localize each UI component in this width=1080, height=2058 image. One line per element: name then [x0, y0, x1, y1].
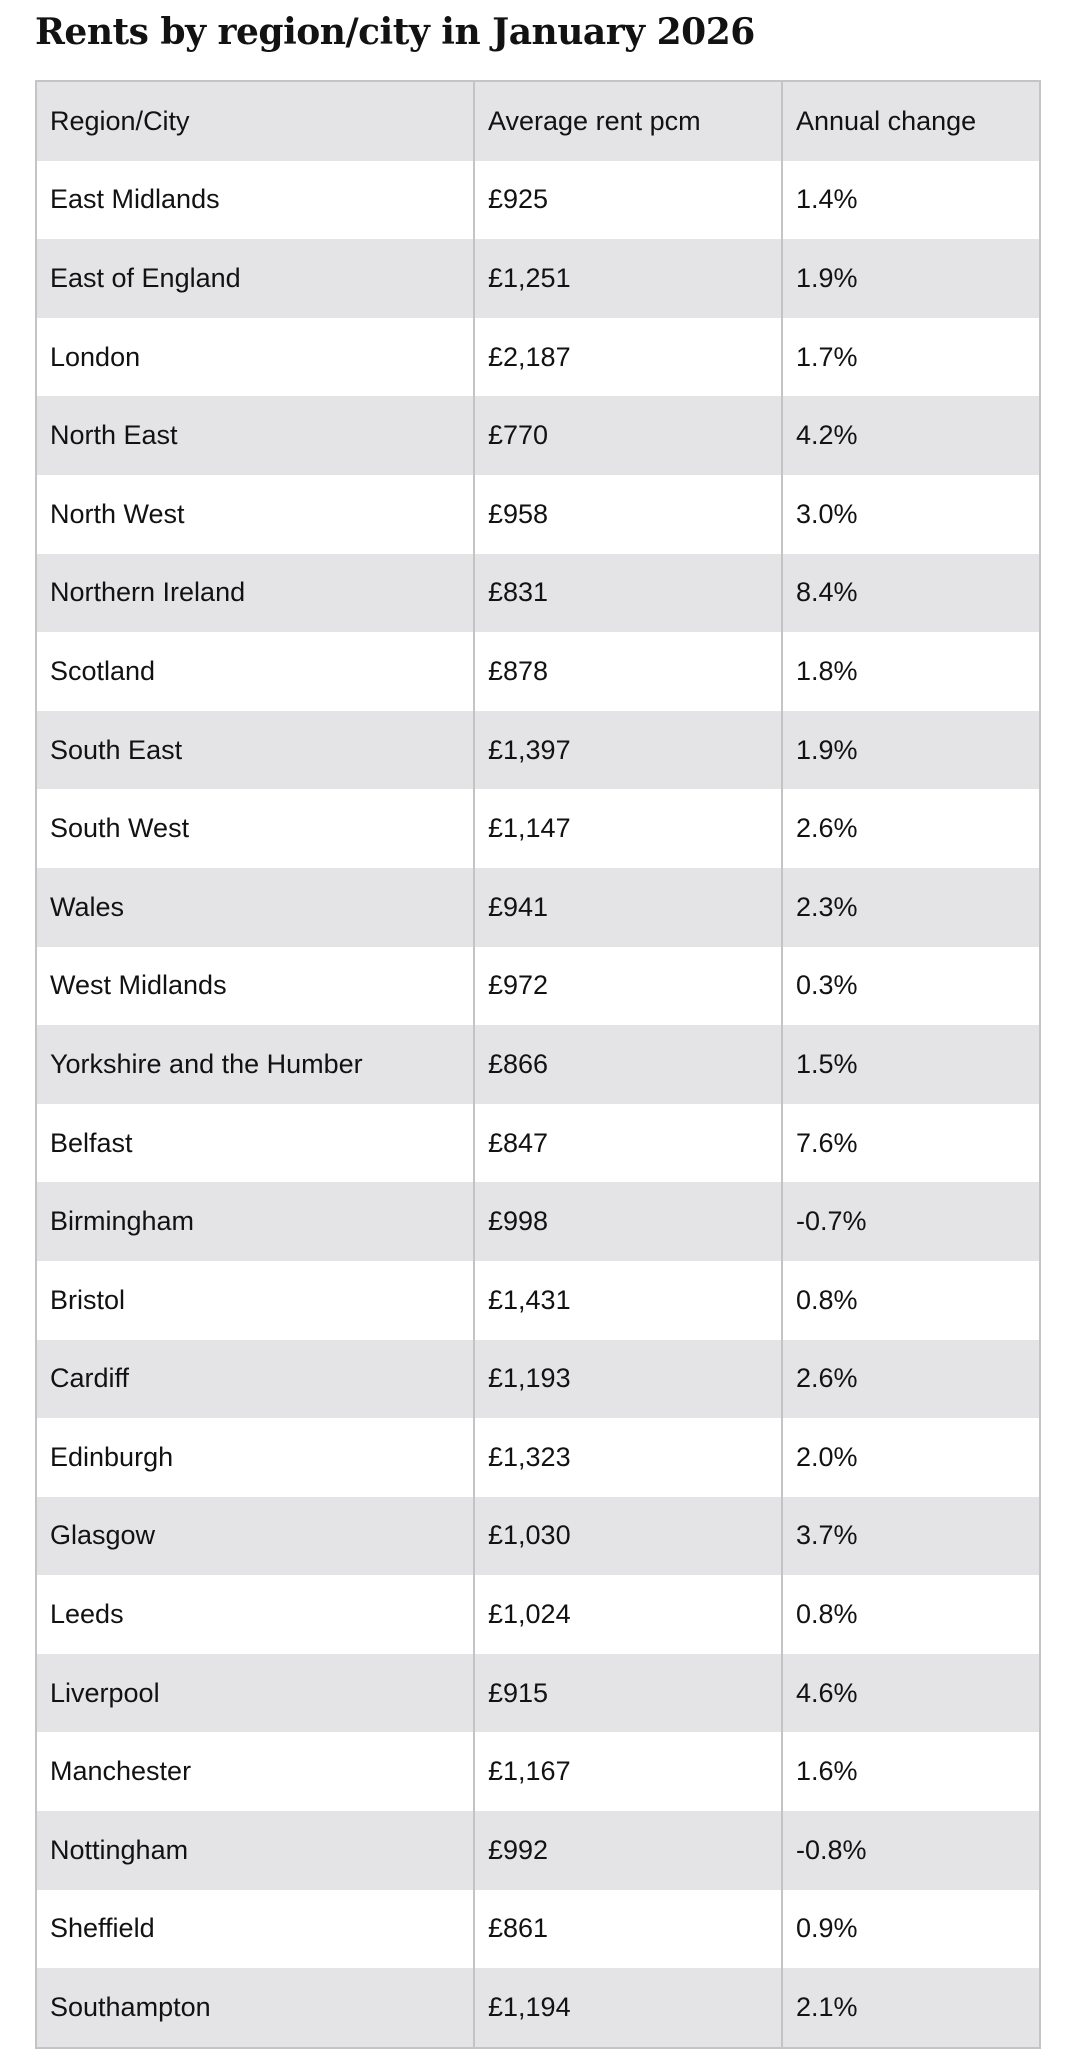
table-row [37, 1811, 1039, 1890]
annual-change-cell: 3.0% [782, 475, 1039, 554]
table-row [37, 868, 1039, 947]
table-row [37, 318, 1039, 397]
region-city-cell: North West [37, 475, 474, 554]
table-row [37, 1104, 1039, 1183]
annual-change-cell: 2.6% [782, 789, 1039, 868]
table-row [37, 947, 1039, 1026]
average-rent-cell: £992 [474, 1811, 782, 1890]
average-rent-cell: £2,187 [474, 318, 782, 397]
table-row [37, 1418, 1039, 1497]
annual-change-cell: 0.8% [782, 1261, 1039, 1340]
average-rent-cell: £972 [474, 947, 782, 1026]
annual-change-cell: 1.9% [782, 711, 1039, 790]
average-rent-cell: £1,167 [474, 1732, 782, 1811]
table-row [37, 1261, 1039, 1340]
table-row [37, 1654, 1039, 1733]
average-rent-cell: £770 [474, 396, 782, 475]
rents-table-container [35, 80, 1041, 2049]
table-row [37, 1575, 1039, 1654]
annual-change-cell: 0.9% [782, 1890, 1039, 1969]
average-rent-cell: £1,030 [474, 1497, 782, 1576]
region-city-cell: Manchester [37, 1732, 474, 1811]
table-row [37, 632, 1039, 711]
region-city-cell: Leeds [37, 1575, 474, 1654]
region-city-cell: Nottingham [37, 1811, 474, 1890]
table-body [37, 161, 1039, 2047]
annual-change-cell: 0.8% [782, 1575, 1039, 1654]
annual-change-cell: 7.6% [782, 1104, 1039, 1183]
table-row [37, 161, 1039, 240]
table-row [37, 475, 1039, 554]
region-city-cell: Birmingham [37, 1182, 474, 1261]
region-city-cell: South East [37, 711, 474, 790]
annual-change-cell: 2.6% [782, 1340, 1039, 1419]
page-title: Rents by region/city in January 2026 [35, 11, 755, 53]
table-row [37, 239, 1039, 318]
table-row [37, 1025, 1039, 1104]
annual-change-cell: 2.0% [782, 1418, 1039, 1497]
region-city-cell: Glasgow [37, 1497, 474, 1576]
region-city-cell: Scotland [37, 632, 474, 711]
table-row [37, 554, 1039, 633]
region-city-cell: East Midlands [37, 161, 474, 240]
column-header-average-rent: Average rent pcm [474, 82, 782, 161]
column-header-annual-change: Annual change [782, 82, 1039, 161]
region-city-cell: South West [37, 789, 474, 868]
annual-change-cell: 8.4% [782, 554, 1039, 633]
region-city-cell: North East [37, 396, 474, 475]
region-city-cell: London [37, 318, 474, 397]
annual-change-cell: 1.7% [782, 318, 1039, 397]
region-city-cell: Bristol [37, 1261, 474, 1340]
region-city-cell: Cardiff [37, 1340, 474, 1419]
annual-change-cell: -0.7% [782, 1182, 1039, 1261]
average-rent-cell: £998 [474, 1182, 782, 1261]
average-rent-cell: £866 [474, 1025, 782, 1104]
table-row [37, 789, 1039, 868]
average-rent-cell: £1,024 [474, 1575, 782, 1654]
table-row [37, 1182, 1039, 1261]
annual-change-cell: 4.6% [782, 1654, 1039, 1733]
table-row [37, 711, 1039, 790]
annual-change-cell: 3.7% [782, 1497, 1039, 1576]
table-row [37, 396, 1039, 475]
annual-change-cell: 2.1% [782, 1968, 1039, 2047]
annual-change-cell: 1.5% [782, 1025, 1039, 1104]
average-rent-cell: £861 [474, 1890, 782, 1969]
table-row [37, 1890, 1039, 1969]
annual-change-cell: 1.9% [782, 239, 1039, 318]
average-rent-cell: £831 [474, 554, 782, 633]
region-city-cell: Southampton [37, 1968, 474, 2047]
average-rent-cell: £1,194 [474, 1968, 782, 2047]
table-header-row [37, 82, 1039, 161]
average-rent-cell: £1,147 [474, 789, 782, 868]
annual-change-cell: 1.8% [782, 632, 1039, 711]
region-city-cell: Northern Ireland [37, 554, 474, 633]
annual-change-cell: 2.3% [782, 868, 1039, 947]
column-header-region-city: Region/City [37, 82, 474, 161]
average-rent-cell: £958 [474, 475, 782, 554]
region-city-cell: Sheffield [37, 1890, 474, 1969]
average-rent-cell: £1,431 [474, 1261, 782, 1340]
annual-change-cell: 0.3% [782, 947, 1039, 1026]
average-rent-cell: £847 [474, 1104, 782, 1183]
region-city-cell: East of England [37, 239, 474, 318]
region-city-cell: Edinburgh [37, 1418, 474, 1497]
table-row [37, 1340, 1039, 1419]
region-city-cell: West Midlands [37, 947, 474, 1026]
average-rent-cell: £1,251 [474, 239, 782, 318]
region-city-cell: Belfast [37, 1104, 474, 1183]
average-rent-cell: £915 [474, 1654, 782, 1733]
table-row [37, 1732, 1039, 1811]
average-rent-cell: £1,397 [474, 711, 782, 790]
annual-change-cell: 1.4% [782, 161, 1039, 240]
rents-table [37, 82, 1039, 2047]
average-rent-cell: £941 [474, 868, 782, 947]
average-rent-cell: £925 [474, 161, 782, 240]
region-city-cell: Liverpool [37, 1654, 474, 1733]
table-row [37, 1497, 1039, 1576]
average-rent-cell: £878 [474, 632, 782, 711]
region-city-cell: Yorkshire and the Humber [37, 1025, 474, 1104]
region-city-cell: Wales [37, 868, 474, 947]
annual-change-cell: 1.6% [782, 1732, 1039, 1811]
annual-change-cell: -0.8% [782, 1811, 1039, 1890]
table-row [37, 1968, 1039, 2047]
average-rent-cell: £1,193 [474, 1340, 782, 1419]
average-rent-cell: £1,323 [474, 1418, 782, 1497]
annual-change-cell: 4.2% [782, 396, 1039, 475]
